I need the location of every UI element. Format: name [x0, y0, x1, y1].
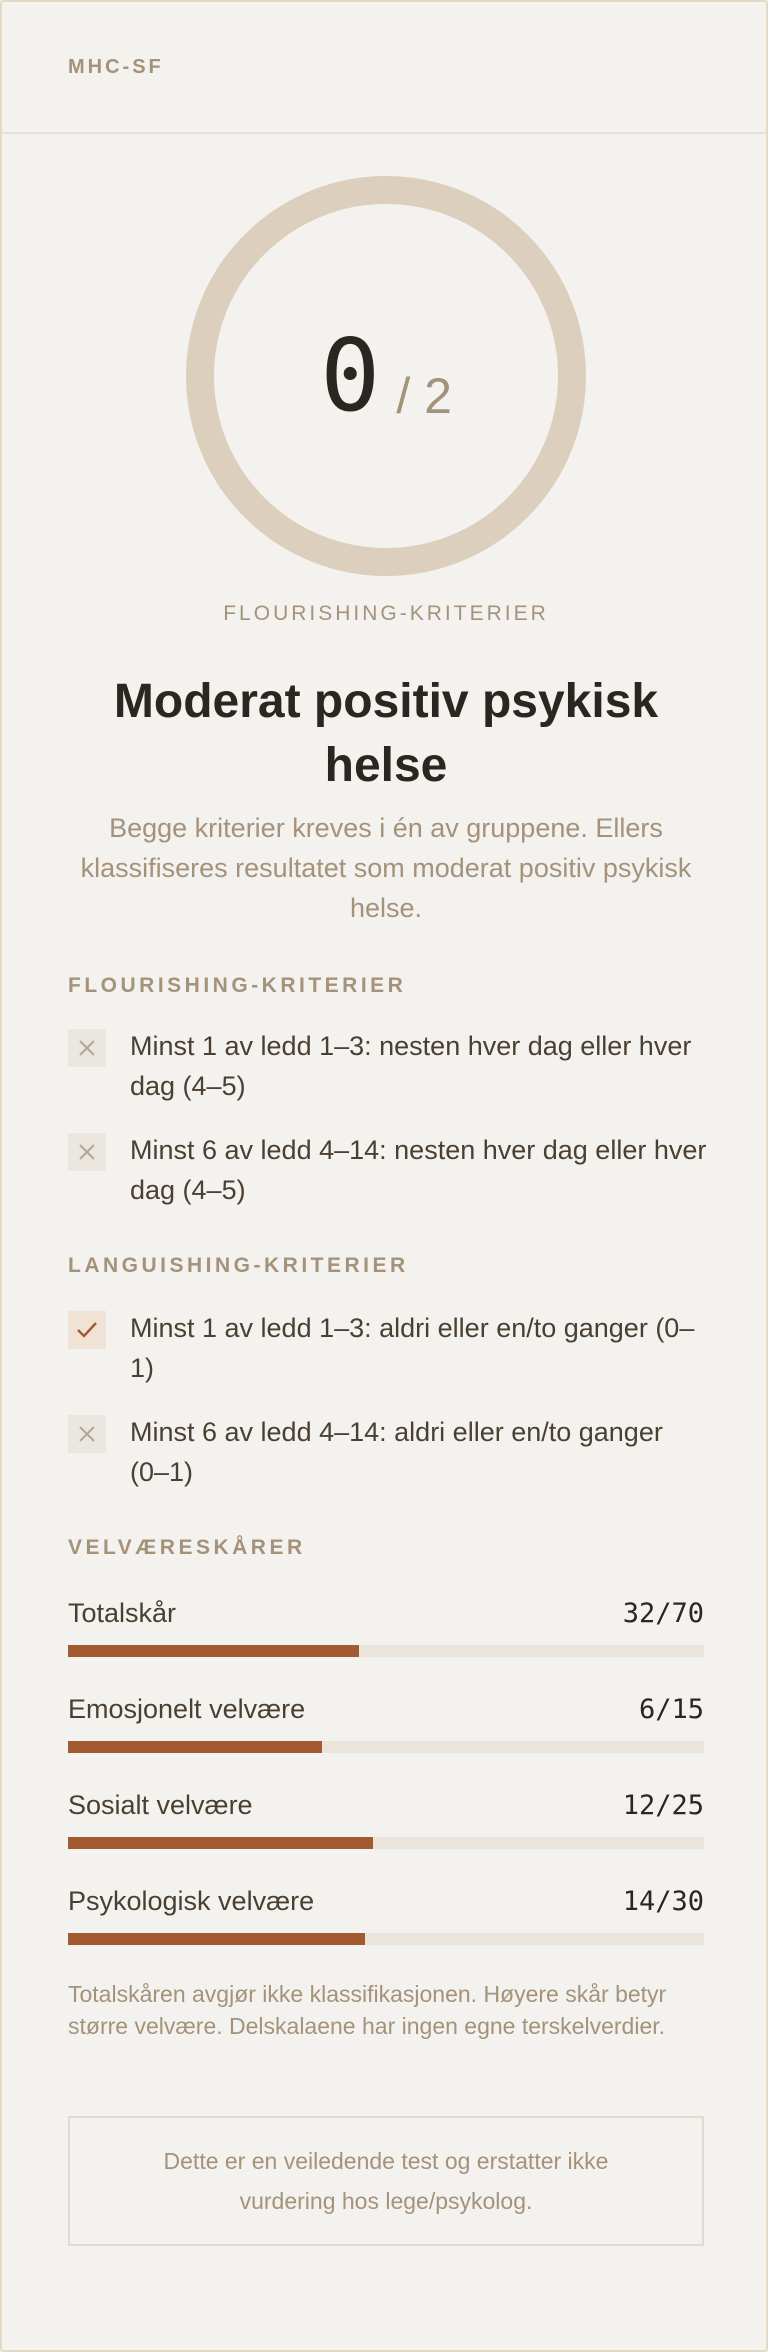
languishing-section-label: LANGUISHING-KRITERIER [68, 1254, 409, 1277]
score-bar [68, 1933, 704, 1945]
criterion-item [68, 1308, 708, 1388]
result-description: Begge kriterier kreves i én av gruppene. Ellers klassifiseres resultatet som moderat positiv psykisk helse. [80, 813, 692, 923]
score-name: Psykologisk velvære [68, 1886, 315, 1916]
score-caption: FLOURISHING-KRITERIER [223, 602, 549, 625]
score-bar-fill [68, 1741, 322, 1753]
score-bar [68, 1837, 704, 1849]
disclaimer-box [68, 2116, 704, 2246]
criterion-text: Minst 6 av ledd 4–14: aldri eller en/to ganger (0–1) [130, 1417, 663, 1487]
check-icon [68, 1311, 106, 1349]
criterion-text: Minst 6 av ledd 4–14: nesten hver dag eller hver dag (4–5) [130, 1135, 707, 1205]
score-name: Sosialt velvære [68, 1790, 253, 1820]
score-value: 12/25 [622, 1790, 704, 1821]
score-bar [68, 1741, 704, 1753]
score-value: 0 [320, 317, 381, 434]
result-title: Moderat positiv psykisk helse [113, 675, 659, 792]
score-value: 14/30 [622, 1886, 704, 1917]
disclaimer-text: Dette er en veiledende test og erstatter ikke vurdering hos lege/psykolog. [163, 2148, 609, 2214]
score-row-emotional [68, 1694, 704, 1753]
score-ring [185, 175, 587, 577]
x-icon [68, 1133, 106, 1171]
score-bar-fill [68, 1933, 365, 1945]
criterion-item [68, 1412, 708, 1492]
x-icon [68, 1415, 106, 1453]
score-display [185, 175, 587, 577]
wellbeing-note: Totalskåren avgjør ikke klassifikasjonen. Høyere skår betyr større velvære. Delskalaene har ingen egne terskelverdier. [68, 1981, 667, 2039]
score-bar-fill [68, 1837, 373, 1849]
header [2, 2, 766, 134]
criterion-item [68, 1130, 708, 1210]
score-name: Emosjonelt velvære [68, 1694, 306, 1724]
score-bar-fill [68, 1645, 359, 1657]
score-max: / 2 [396, 368, 452, 424]
criterion-item [68, 1026, 708, 1106]
score-value: 32/70 [622, 1598, 704, 1629]
score-name: Totalskår [68, 1598, 177, 1628]
score-row-total [68, 1598, 704, 1657]
score-value: 6/15 [638, 1694, 704, 1725]
criterion-text: Minst 1 av ledd 1–3: nesten hver dag eller hver dag (4–5) [130, 1031, 692, 1101]
score-row-social [68, 1790, 704, 1849]
flourishing-section-label: FLOURISHING-KRITERIER [68, 974, 407, 997]
criterion-text: Minst 1 av ledd 1–3: aldri eller en/to ganger (0–1) [130, 1313, 695, 1383]
x-icon [68, 1029, 106, 1067]
score-row-psychological [68, 1886, 704, 1945]
wellbeing-section-label: VELVÆRESKÅRER [68, 1536, 306, 1559]
brand-label: MHC-SF [68, 55, 164, 78]
score-bar [68, 1645, 704, 1657]
